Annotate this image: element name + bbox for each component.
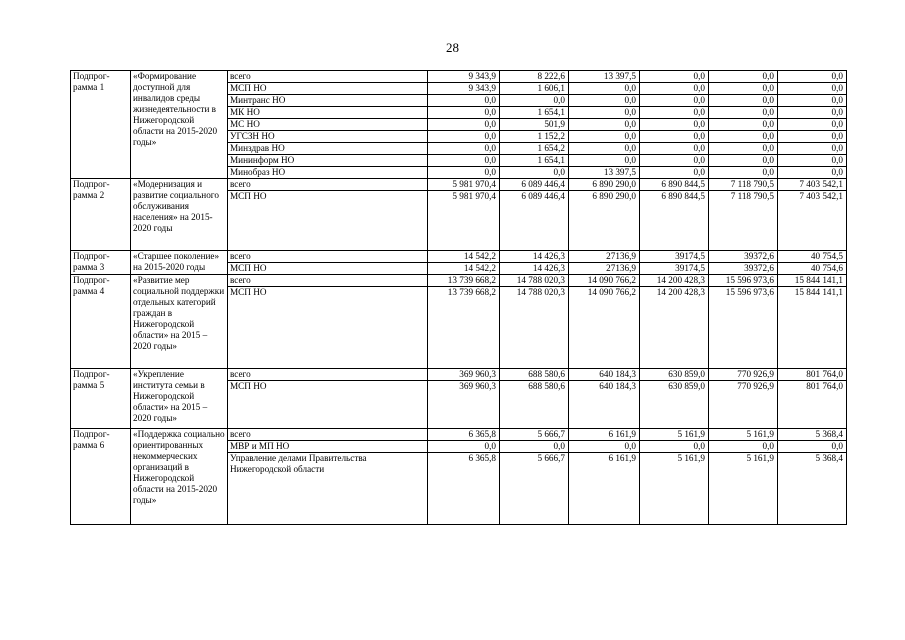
amount-cell: 0,0 [428,167,500,179]
amount-cell: 14 788 020,3 [500,275,569,287]
amount-cell: 0,0 [569,107,640,119]
subprogram-name: «Формирование доступной для инвалидов среды жизнедеятельности в Нижегородской области на 2015-2020 годы» [131,71,228,179]
amount-cell: 5 161,9 [640,429,709,441]
amount-cell: 13 397,5 [569,167,640,179]
amount-cell: 1 606,1 [500,83,569,95]
amount-cell: 0,0 [569,83,640,95]
amount-cell: 15 596 973,6 [709,287,778,369]
subprogram-code: Подпрог- рамма 5 [71,369,131,429]
amount-cell: 14 788 020,3 [500,287,569,369]
amount-cell: 15 844 141,1 [778,287,847,369]
amount-cell: 0,0 [640,83,709,95]
amount-cell: 9 343,9 [428,71,500,83]
amount-cell: 14 426,3 [500,263,569,275]
amount-cell: 6 089 446,4 [500,191,569,251]
amount-cell: 0,0 [428,131,500,143]
amount-cell: 0,0 [428,155,500,167]
amount-cell: 0,0 [778,95,847,107]
amount-cell: 14 200 428,3 [640,275,709,287]
amount-cell: 0,0 [709,71,778,83]
amount-cell: 0,0 [709,167,778,179]
amount-cell: 630 859,0 [640,369,709,381]
amount-cell: 0,0 [640,119,709,131]
amount-cell: 40 754,6 [778,263,847,275]
table-row [71,179,847,191]
subprogram-code: Подпрог- рамма 2 [71,179,131,251]
amount-cell: 5 981 970,4 [428,179,500,191]
executor-cell: всего [228,71,428,83]
amount-cell: 1 654,2 [500,143,569,155]
subprogram-name: «Модернизация и развитие социального обслуживания населения» на 2015-2020 годы [131,179,228,251]
amount-cell: 770 926,9 [709,369,778,381]
amount-cell: 0,0 [778,107,847,119]
subprogram-name: «Старшее поколение» на 2015-2020 годы [131,251,228,275]
amount-cell: 7 118 790,5 [709,179,778,191]
amount-cell: 5 161,9 [709,453,778,525]
amount-cell: 0,0 [428,95,500,107]
amount-cell: 0,0 [500,167,569,179]
page-number: 28 [446,40,459,55]
amount-cell: 801 764,0 [778,369,847,381]
amount-cell: 0,0 [778,131,847,143]
subprogram-code: Подпрог- рамма 4 [71,275,131,369]
amount-cell: 5 161,9 [709,429,778,441]
amount-cell: 8 222,6 [500,71,569,83]
amount-cell: 40 754,5 [778,251,847,263]
amount-cell: 0,0 [778,155,847,167]
amount-cell: 39372,6 [709,263,778,275]
executor-cell: всего [228,429,428,441]
amount-cell: 0,0 [569,131,640,143]
amount-cell: 688 580,6 [500,381,569,429]
amount-cell: 501,9 [500,119,569,131]
amount-cell: 14 200 428,3 [640,287,709,369]
table-row [71,275,847,287]
amount-cell: 770 926,9 [709,381,778,429]
amount-cell: 13 739 668,2 [428,287,500,369]
amount-cell: 0,0 [569,441,640,453]
amount-cell: 0,0 [778,119,847,131]
executor-cell: Управление делами Правительства Нижегородской области [228,453,428,525]
table-row [71,369,847,381]
amount-cell: 6 365,8 [428,453,500,525]
executor-cell: всего [228,369,428,381]
amount-cell: 0,0 [778,143,847,155]
executor-cell: МСП НО [228,191,428,251]
amount-cell: 5 368,4 [778,429,847,441]
amount-cell: 5 161,9 [640,453,709,525]
executor-cell: всего [228,251,428,263]
amount-cell: 9 343,9 [428,83,500,95]
amount-cell: 5 666,7 [500,429,569,441]
amount-cell: 14 090 766,2 [569,287,640,369]
amount-cell: 14 542,2 [428,263,500,275]
amount-cell: 0,0 [428,143,500,155]
amount-cell: 5 666,7 [500,453,569,525]
amount-cell: 0,0 [778,441,847,453]
table-row [71,429,847,441]
amount-cell: 1 654,1 [500,155,569,167]
table-row [71,251,847,263]
amount-cell: 15 844 141,1 [778,275,847,287]
amount-cell: 0,0 [709,107,778,119]
executor-cell: всего [228,275,428,287]
amount-cell: 0,0 [709,95,778,107]
amount-cell: 6 890 844,5 [640,179,709,191]
amount-cell: 27136,9 [569,263,640,275]
executor-cell: УГСЗН НО [228,131,428,143]
amount-cell: 0,0 [640,441,709,453]
amount-cell: 15 596 973,6 [709,275,778,287]
executor-cell: Минобраз НО [228,167,428,179]
amount-cell: 39372,6 [709,251,778,263]
amount-cell: 0,0 [500,95,569,107]
amount-cell: 369 960,3 [428,369,500,381]
amount-cell: 7 403 542,1 [778,191,847,251]
amount-cell: 0,0 [709,131,778,143]
amount-cell: 0,0 [640,107,709,119]
amount-cell: 0,0 [569,95,640,107]
executor-cell: Минздрав НО [228,143,428,155]
amount-cell: 640 184,3 [569,369,640,381]
table-row [71,71,847,83]
amount-cell: 0,0 [428,119,500,131]
amount-cell: 1 654,1 [500,107,569,119]
executor-cell: МСП НО [228,381,428,429]
amount-cell: 640 184,3 [569,381,640,429]
amount-cell: 688 580,6 [500,369,569,381]
amount-cell: 7 118 790,5 [709,191,778,251]
amount-cell: 801 764,0 [778,381,847,429]
amount-cell: 0,0 [569,155,640,167]
amount-cell: 0,0 [569,143,640,155]
amount-cell: 7 403 542,1 [778,179,847,191]
amount-cell: 0,0 [778,167,847,179]
amount-cell: 0,0 [778,71,847,83]
executor-cell: МСП НО [228,287,428,369]
amount-cell: 0,0 [640,167,709,179]
amount-cell: 0,0 [640,143,709,155]
executor-cell: МС НО [228,119,428,131]
amount-cell: 14 090 766,2 [569,275,640,287]
amount-cell: 0,0 [640,155,709,167]
amount-cell: 0,0 [709,83,778,95]
budget-table [70,70,847,525]
amount-cell: 1 152,2 [500,131,569,143]
subprogram-code: Подпрог- рамма 3 [71,251,131,275]
amount-cell: 39174,5 [640,251,709,263]
amount-cell: 6 365,8 [428,429,500,441]
amount-cell: 0,0 [500,441,569,453]
amount-cell: 0,0 [640,71,709,83]
subprogram-code: Подпрог- рамма 6 [71,429,131,525]
subprogram-name: «Развитие мер социальной поддержки отдельных категорий граждан в Нижегородской области» на 2015 – 2020 годы» [131,275,228,369]
executor-cell: Мининформ НО [228,155,428,167]
amount-cell: 13 397,5 [569,71,640,83]
amount-cell: 0,0 [709,143,778,155]
amount-cell: 13 739 668,2 [428,275,500,287]
subprogram-code: Подпрог- рамма 1 [71,71,131,179]
amount-cell: 6 161,9 [569,429,640,441]
amount-cell: 5 368,4 [778,453,847,525]
amount-cell: 369 960,3 [428,381,500,429]
amount-cell: 0,0 [640,131,709,143]
subprogram-name: «Поддержка социально ориентированных некоммерческих организаций в Нижегородской области на 2015-2020 годы» [131,429,228,525]
amount-cell: 0,0 [778,83,847,95]
amount-cell: 0,0 [428,441,500,453]
amount-cell: 630 859,0 [640,381,709,429]
executor-cell: всего [228,179,428,191]
amount-cell: 0,0 [569,119,640,131]
amount-cell: 14 542,2 [428,251,500,263]
amount-cell: 6 890 844,5 [640,191,709,251]
amount-cell: 27136,9 [569,251,640,263]
executor-cell: МСП НО [228,83,428,95]
amount-cell: 0,0 [709,155,778,167]
amount-cell: 0,0 [428,107,500,119]
amount-cell: 6 890 290,0 [569,179,640,191]
amount-cell: 5 981 970,4 [428,191,500,251]
executor-cell: МВР и МП НО [228,441,428,453]
amount-cell: 39174,5 [640,263,709,275]
amount-cell: 6 089 446,4 [500,179,569,191]
amount-cell: 6 161,9 [569,453,640,525]
amount-cell: 14 426,3 [500,251,569,263]
amount-cell: 0,0 [640,95,709,107]
executor-cell: МСП НО [228,263,428,275]
executor-cell: Минтранс НО [228,95,428,107]
amount-cell: 0,0 [709,119,778,131]
amount-cell: 6 890 290,0 [569,191,640,251]
executor-cell: МК НО [228,107,428,119]
amount-cell: 0,0 [709,441,778,453]
subprogram-name: «Укрепление института семьи в Нижегородской области» на 2015 – 2020 годы» [131,369,228,429]
